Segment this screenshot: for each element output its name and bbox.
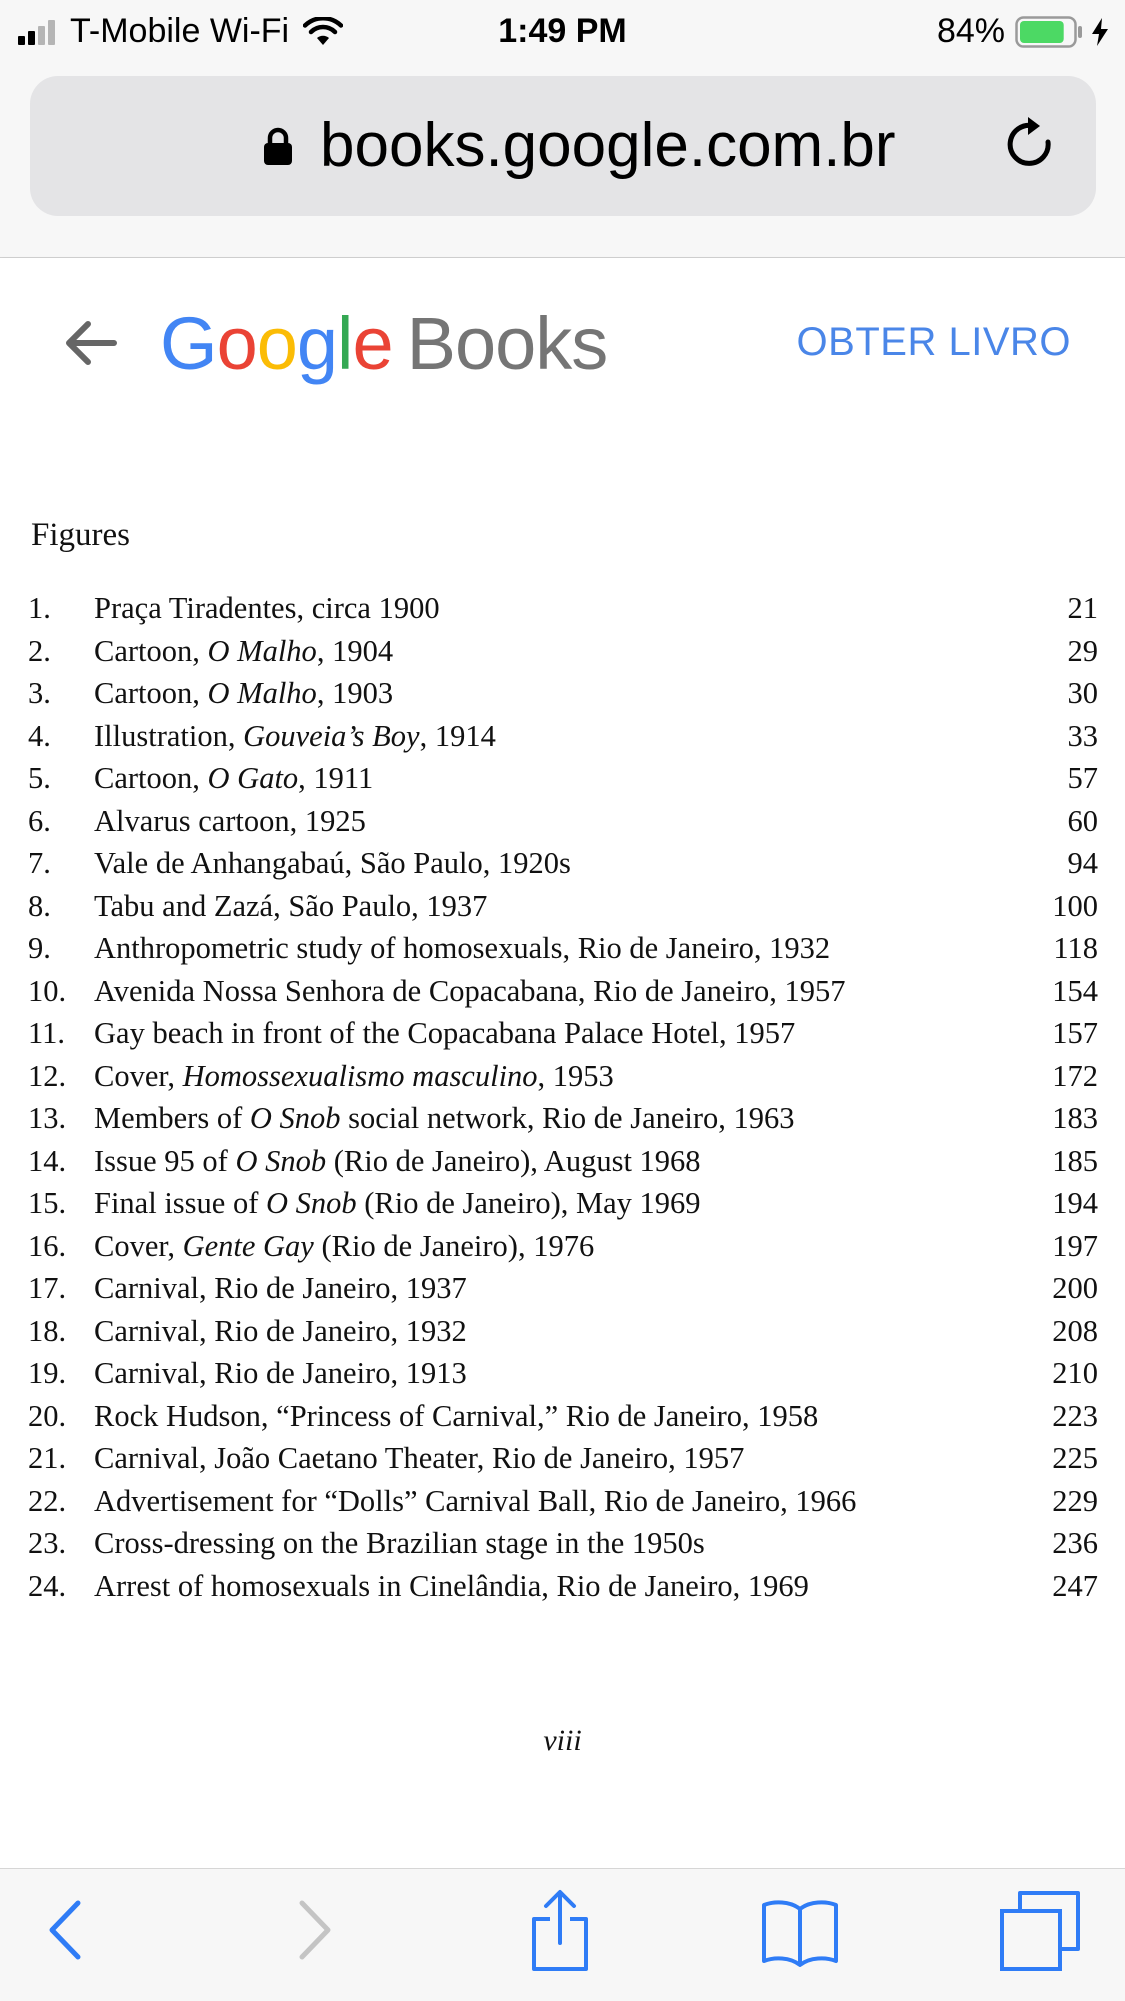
caption-text: Illustration,: [94, 718, 244, 753]
figure-row: [28, 630, 1098, 673]
carrier-name: T-Mobile Wi-Fi: [70, 12, 290, 50]
figure-page-number: 172: [1052, 1058, 1098, 1093]
figure-page-number: 183: [1052, 1101, 1098, 1135]
figure-caption: [94, 1055, 614, 1097]
figure-caption: [94, 757, 373, 799]
figure-page-number: 154: [1052, 973, 1098, 1008]
figure-row: [28, 1310, 1098, 1353]
figure-page-number: 30: [1067, 676, 1098, 710]
bookmarks-icon[interactable]: [760, 1897, 840, 1967]
figure-row: [28, 1352, 1098, 1395]
figure-page-number: 236: [1052, 1526, 1098, 1560]
google-books-header: [0, 258, 1125, 426]
figure-caption: [94, 800, 366, 842]
figure-caption: [94, 715, 496, 757]
figure-row: [28, 1395, 1098, 1438]
forward-icon[interactable]: [292, 1897, 336, 1963]
figure-number: 11.: [28, 1016, 65, 1050]
caption-text: Advertisement for “Dolls” Carnival Ball, Rio de Janeiro, 1966: [94, 1483, 857, 1518]
caption-title-italic: O Snob: [265, 1186, 357, 1220]
figure-page-number: 223: [1052, 1398, 1098, 1433]
figure-page-number: 185: [1052, 1143, 1098, 1178]
charging-bolt-icon: [1089, 17, 1111, 47]
logo-letter: g: [296, 302, 338, 385]
share-icon[interactable]: [528, 1889, 592, 1973]
caption-text: Cartoon,: [94, 761, 208, 795]
caption-text: Members of: [94, 1101, 250, 1135]
caption-title-italic: Homossexualismo masculino: [182, 1058, 538, 1093]
figure-number: 13.: [28, 1101, 67, 1135]
get-book-button[interactable]: OBTER LIVRO: [796, 320, 1071, 364]
figure-caption: [94, 885, 487, 927]
figure-page-number: 225: [1052, 1441, 1098, 1475]
figure-caption: [94, 1012, 795, 1054]
figure-number: 22.: [28, 1483, 67, 1518]
figure-number: 24.: [28, 1568, 67, 1603]
figure-page-number: 210: [1052, 1356, 1098, 1390]
figure-caption: [94, 970, 846, 1012]
caption-title-italic: O Gato: [207, 761, 299, 795]
bottom-toolbar: [0, 1868, 1125, 2001]
figure-number: 1.: [28, 591, 51, 625]
figure-row: [28, 587, 1098, 630]
figure-number: 23.: [28, 1526, 67, 1560]
figure-row: [28, 1565, 1098, 1608]
figure-caption: [94, 1097, 795, 1139]
page-number: viii: [543, 1724, 582, 1757]
caption-text: , 1914: [419, 718, 496, 753]
caption-text: Carnival, Rio de Janeiro, 1937: [94, 1271, 467, 1305]
figure-row: [28, 927, 1098, 970]
figure-row: [28, 1225, 1098, 1268]
caption-text: Gay beach in front of the Copacabana Palace Hotel, 1957: [94, 1016, 796, 1050]
battery-icon: [1015, 16, 1083, 48]
figure-number: 12.: [28, 1058, 67, 1093]
figure-caption: [94, 1267, 467, 1309]
figure-number: 9.: [28, 931, 51, 965]
caption-text: , 1903: [316, 676, 394, 710]
caption-text: Vale de Anhangabaú, São Paulo, 1920s: [94, 846, 571, 880]
figure-page-number: 57: [1067, 761, 1098, 795]
logo-letter: G: [160, 302, 217, 385]
logo-books-text: Books: [406, 302, 608, 385]
figure-caption: [94, 1565, 809, 1607]
figure-number: 3.: [28, 676, 51, 710]
figure-caption: [94, 1140, 701, 1182]
caption-title-italic: O Malho: [207, 633, 317, 668]
caption-title-italic: Gente Gay: [182, 1228, 314, 1263]
caption-text: , 1904: [316, 633, 394, 668]
figure-number: 5.: [28, 761, 51, 795]
caption-text: Tabu and Zazá, São Paulo, 1937: [94, 888, 488, 923]
back-icon[interactable]: [44, 1897, 88, 1963]
caption-text: , 1953: [537, 1058, 614, 1093]
figure-number: 21.: [28, 1441, 67, 1475]
figure-caption: [94, 1352, 467, 1394]
figure-row: [28, 1480, 1098, 1523]
figure-row: [28, 1097, 1098, 1140]
caption-text: Rock Hudson, “Princess of Carnival,” Rio de Janeiro, 1958: [94, 1398, 819, 1433]
logo-letter: e: [352, 302, 393, 385]
figure-row: [28, 715, 1098, 758]
figure-number: 7.: [28, 846, 51, 880]
figure-row: [28, 1437, 1098, 1480]
figure-page-number: 197: [1052, 1228, 1098, 1263]
figure-number: 10.: [28, 973, 67, 1008]
caption-text: (Rio de Janeiro), August 1968: [326, 1143, 701, 1178]
figure-number: 20.: [28, 1398, 67, 1433]
caption-text: , 1911: [298, 761, 374, 795]
figure-number: 19.: [28, 1356, 67, 1390]
figure-row: [28, 885, 1098, 928]
tabs-icon[interactable]: [1000, 1891, 1080, 1971]
figure-number: 14.: [28, 1143, 67, 1178]
caption-title-italic: O Snob: [235, 1143, 327, 1178]
status-right: [937, 12, 1111, 51]
figure-caption: [94, 1522, 705, 1564]
section-title: Figures: [31, 517, 130, 553]
figure-caption: [94, 1395, 818, 1437]
logo-letter: o: [256, 302, 297, 385]
figure-caption: [94, 672, 393, 714]
caption-title-italic: O Snob: [249, 1101, 341, 1135]
figure-page-number: 118: [1053, 931, 1098, 965]
figure-number: 2.: [28, 633, 51, 668]
status-time: 1:49 PM: [498, 12, 627, 50]
figure-row: [28, 1522, 1098, 1565]
caption-text: Alvarus cartoon, 1925: [94, 803, 366, 838]
address-bar[interactable]: [30, 76, 1096, 216]
figure-number: 15.: [28, 1186, 67, 1220]
logo-letter: o: [216, 302, 257, 385]
figure-row: [28, 757, 1098, 800]
caption-text: (Rio de Janeiro), May 1969: [356, 1186, 701, 1220]
figure-caption: [94, 587, 440, 629]
figure-row: [28, 1267, 1098, 1310]
figure-list: [28, 587, 1098, 1607]
caption-text: Issue 95 of: [94, 1143, 236, 1178]
status-bar: [0, 0, 1125, 62]
caption-title-italic: O Malho: [207, 676, 317, 710]
book-page: [0, 426, 1125, 1868]
caption-text: Anthropometric study of homosexuals, Rio de Janeiro, 1932: [94, 931, 831, 965]
caption-text: Praça Tiradentes, circa 1900: [94, 591, 440, 625]
figure-caption: [94, 1182, 701, 1224]
caption-text: Carnival, Rio de Janeiro, 1913: [94, 1356, 467, 1390]
browser-top-chrome: [0, 0, 1125, 258]
figure-page-number: 33: [1067, 718, 1098, 753]
figure-page-number: 208: [1052, 1313, 1098, 1348]
figure-page-number: 60: [1067, 803, 1098, 838]
figure-page-number: 194: [1052, 1186, 1098, 1220]
figure-caption: [94, 1480, 856, 1522]
caption-text: Cross-dressing on the Brazilian stage in the 1950s: [94, 1526, 705, 1560]
figure-number: 8.: [28, 888, 51, 923]
figure-number: 17.: [28, 1271, 67, 1305]
reload-icon[interactable]: [1004, 114, 1060, 176]
figure-page-number: 157: [1052, 1016, 1098, 1050]
figure-row: [28, 672, 1098, 715]
battery-percentage: 84%: [936, 12, 1005, 50]
figure-row: [28, 1140, 1098, 1183]
figure-page-number: 247: [1052, 1568, 1098, 1603]
back-arrow-icon[interactable]: [62, 318, 118, 368]
caption-text: Carnival, Rio de Janeiro, 1932: [94, 1313, 467, 1348]
caption-title-italic: Gouveia’s Boy: [243, 718, 420, 753]
caption-text: Arrest of homosexuals in Cinelândia, Rio de Janeiro, 1969: [94, 1568, 809, 1603]
caption-text: social network, Rio de Janeiro, 1963: [340, 1101, 795, 1135]
figure-number: 16.: [28, 1228, 67, 1263]
figure-caption: [94, 842, 571, 884]
figure-page-number: 229: [1052, 1483, 1098, 1518]
figure-row: [28, 1012, 1098, 1055]
figure-page-number: 94: [1067, 846, 1098, 880]
figure-number: 18.: [28, 1313, 67, 1348]
figure-page-number: 29: [1067, 633, 1098, 668]
caption-text: Carnival, João Caetano Theater, Rio de Janeiro, 1957: [94, 1441, 745, 1475]
caption-text: (Rio de Janeiro), 1976: [313, 1228, 595, 1263]
caption-text: Cartoon,: [94, 633, 208, 668]
figure-caption: [94, 927, 830, 969]
figure-row: [28, 842, 1098, 885]
caption-text: Final issue of: [94, 1186, 266, 1220]
figure-caption: [94, 1437, 744, 1479]
figure-page-number: 200: [1052, 1271, 1098, 1305]
figure-caption: [94, 1310, 467, 1352]
caption-text: Cover,: [94, 1058, 183, 1093]
caption-text: Cartoon,: [94, 676, 208, 710]
figure-page-number: 100: [1052, 888, 1098, 923]
figure-row: [28, 1055, 1098, 1098]
caption-text: Cover,: [94, 1228, 183, 1263]
figure-row: [28, 800, 1098, 843]
figure-row: [28, 1182, 1098, 1225]
figure-page-number: 21: [1067, 591, 1098, 625]
url-text[interactable]: books.google.com.br: [320, 111, 896, 180]
figure-row: [28, 970, 1098, 1013]
lock-icon: [262, 126, 294, 166]
figure-caption: [94, 630, 393, 672]
logo-letter: l: [337, 302, 353, 385]
google-books-logo[interactable]: [160, 302, 607, 386]
figure-caption: [94, 1225, 594, 1267]
caption-text: Avenida Nossa Senhora de Copacabana, Rio de Janeiro, 1957: [94, 973, 846, 1008]
figure-number: 4.: [28, 718, 51, 753]
figure-number: 6.: [28, 803, 51, 838]
